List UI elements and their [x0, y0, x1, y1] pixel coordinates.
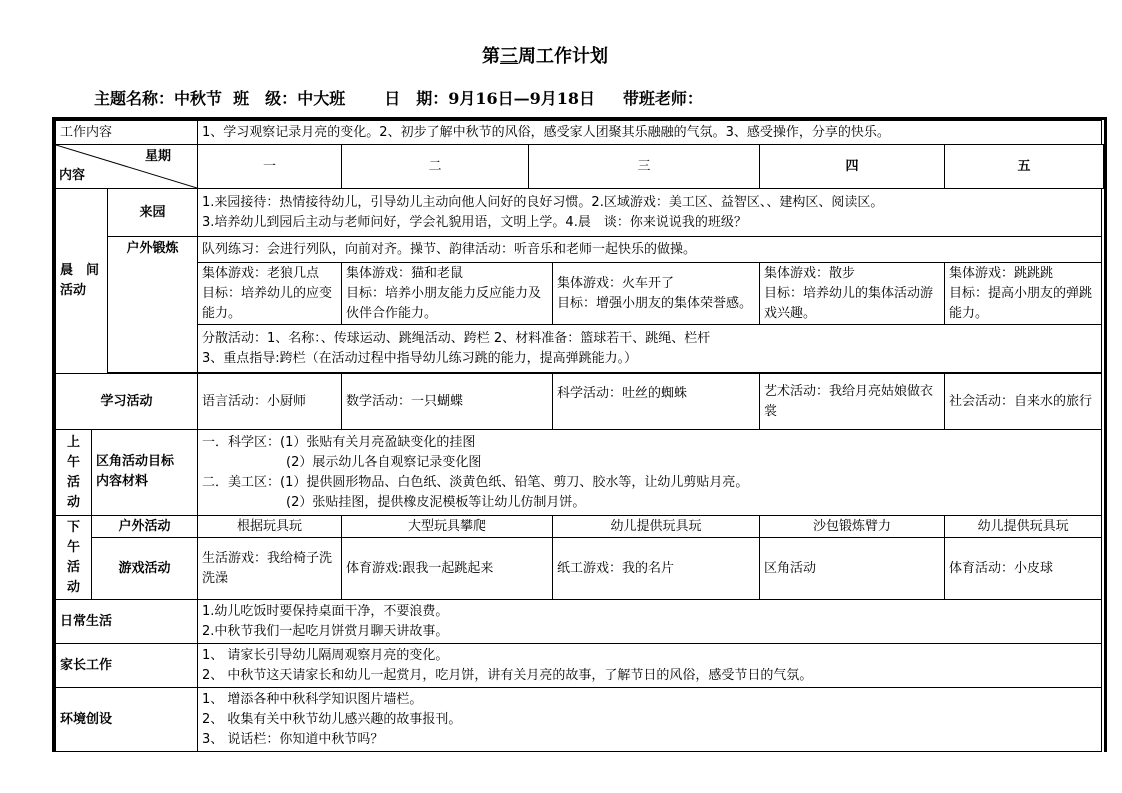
- learning-2: 数学活动：一只蝴蝶: [342, 374, 553, 430]
- learning-1: 语言活动：小厨师: [198, 374, 342, 430]
- day-4: 四: [760, 145, 945, 189]
- area-content: 一．科学区：(1）张贴有关月亮盈缺变化的挂图 (2）展示幼儿各自观察记录变化图 二．美工区：(1）提供圆形物品、白色纸、淡黄色纸、铅笔、剪刀、胶水等，让幼儿剪贴月亮。 (2）张贴挂图，提供橡皮泥模板等让幼儿仿制月饼。: [198, 430, 1102, 516]
- game-3: 纸工游戏：我的名片: [553, 538, 760, 600]
- learning-5: 社会活动：自来水的旅行: [945, 374, 1102, 430]
- work-content-label: 工作内容: [56, 121, 198, 145]
- parent-content: 1、 请家长引导幼儿隔周观察月亮的变化。 2、 中秋节这天请家长和幼儿一起赏月，吃月饼，讲有关月亮的故事，了解节日的风俗，感受节日的气氛。: [198, 644, 1102, 688]
- day-2: 二: [342, 145, 529, 189]
- env-content: 1、 增添各种中秋科学知识图片墙栏。 2、 收集有关中秋节幼儿感兴趣的故事报刊。 3、 说话栏：你知道中秋节吗？: [198, 688, 1102, 752]
- arrival-label: 来园: [108, 189, 198, 237]
- env-label: 环境创设: [56, 688, 198, 752]
- group-games-row: [56, 263, 1104, 325]
- plan-table-frame: [52, 117, 1107, 752]
- pm-outdoor-5: 幼儿提供玩具玩: [945, 516, 1102, 538]
- weekday-row: [56, 145, 1104, 189]
- game-5: 体育活动：小皮球: [945, 538, 1102, 600]
- day-3: 三: [529, 145, 760, 189]
- games-row: [56, 538, 1104, 600]
- pm-outdoor-row: [56, 516, 1104, 538]
- day-1: 一: [198, 145, 342, 189]
- daily-label: 日常生活: [56, 600, 198, 644]
- plan-table: [55, 120, 1104, 752]
- pm-outdoor-1: 根据玩具玩: [198, 516, 342, 538]
- learning-row: [56, 374, 1104, 430]
- game-1: 生活游戏：我给椅子洗洗澡: [198, 538, 342, 600]
- group-game-5: 集体游戏：跳跳跳 目标：提高小朋友的弹跳能力。: [945, 263, 1102, 325]
- diagonal-header: 星期 内容: [56, 145, 198, 189]
- area-row: [56, 430, 1104, 516]
- parent-label: 家长工作: [56, 644, 198, 688]
- date-value: 9月16日—9月18日: [448, 89, 596, 108]
- game-2: 体育游戏:跟我一起跳起来: [342, 538, 553, 600]
- group-game-2: 集体游戏：猫和老鼠 目标：培养小朋友能力反应能力及伙伴合作能力。: [342, 263, 553, 325]
- queue-content: 队列练习：会进行列队，向前对齐。操节、韵律活动：听音乐和老师一起快乐的做操。: [198, 237, 1102, 263]
- games-label: 游戏活动: [92, 538, 198, 600]
- env-row: [56, 688, 1104, 752]
- work-content-row: [56, 121, 1104, 145]
- learning-3: 科学活动：吐丝的蜘蛛: [553, 374, 760, 430]
- parent-row: [56, 644, 1104, 688]
- group-game-3: 集体游戏：火车开了 目标：增强小朋友的集体荣誉感。: [553, 263, 760, 325]
- plan-header: 主题名称：中秋节 班 级：中大班 日 期：9月16日—9月18日 带班老师：: [94, 89, 703, 108]
- scatter-row: [56, 325, 1104, 373]
- learning-4: 艺术活动：我给月亮姑娘做衣裳: [760, 374, 945, 430]
- pm-outdoor-label: 户外活动: [92, 516, 198, 538]
- day-5: 五: [945, 145, 1104, 189]
- class-value: 中大班: [297, 89, 346, 108]
- work-content: 1、学习观察记录月亮的变化。2、初步了解中秋节的风俗，感受家人团聚其乐融融的气氛。3、感受操作，分享的快乐。: [198, 121, 1102, 145]
- group-game-1: 集体游戏：老狼几点 目标：培养幼儿的应变能力。: [198, 263, 342, 325]
- arrival-content: 1.来园接待：热情接待幼儿，引导幼儿主动向他人问好的良好习惯。2.区域游戏：美工区、益智区、、建构区、阅读区。 3.培养幼儿到园后主动与老师问好，学会礼貌用语，文明上学。4.晨 谈：你来说说我的班级？: [198, 189, 1102, 237]
- scatter-content: 分散活动：1、名称：、传球运动、跳绳活动、跨栏 2、材料准备：篮球若干、跳绳、栏杆 3、重点指导:跨栏（在活动过程中指导幼儿练习跳的能力，提高弹跳能力。）: [198, 325, 1102, 373]
- pm-label: 下 午 活 动: [56, 516, 92, 600]
- morning-label: 晨 间 活动: [56, 189, 108, 374]
- outdoor-label: 户外锻炼: [108, 237, 198, 373]
- page-title: 第三周工作计划: [482, 46, 608, 67]
- pm-outdoor-2: 大型玩具攀爬: [342, 516, 553, 538]
- learning-label: 学习活动: [56, 374, 198, 430]
- game-4: 区角活动: [760, 538, 945, 600]
- daily-row: [56, 600, 1104, 644]
- queue-row: [56, 237, 1104, 263]
- am-label: 上 午 活 动: [56, 430, 92, 516]
- group-game-4: 集体游戏：散步 目标：培养幼儿的集体活动游戏兴趣。: [760, 263, 945, 325]
- area-label: 区角活动目标 内容材料: [92, 430, 198, 516]
- pm-outdoor-4: 沙包锻炼臂力: [760, 516, 945, 538]
- arrival-row: [56, 189, 1104, 237]
- pm-outdoor-3: 幼儿提供玩具玩: [553, 516, 760, 538]
- daily-content: 1.幼儿吃饭时要保持桌面干净，不要浪费。 2.中秋节我们一起吃月饼赏月聊天讲故事。: [198, 600, 1102, 644]
- theme-value: 中秋节: [174, 89, 223, 108]
